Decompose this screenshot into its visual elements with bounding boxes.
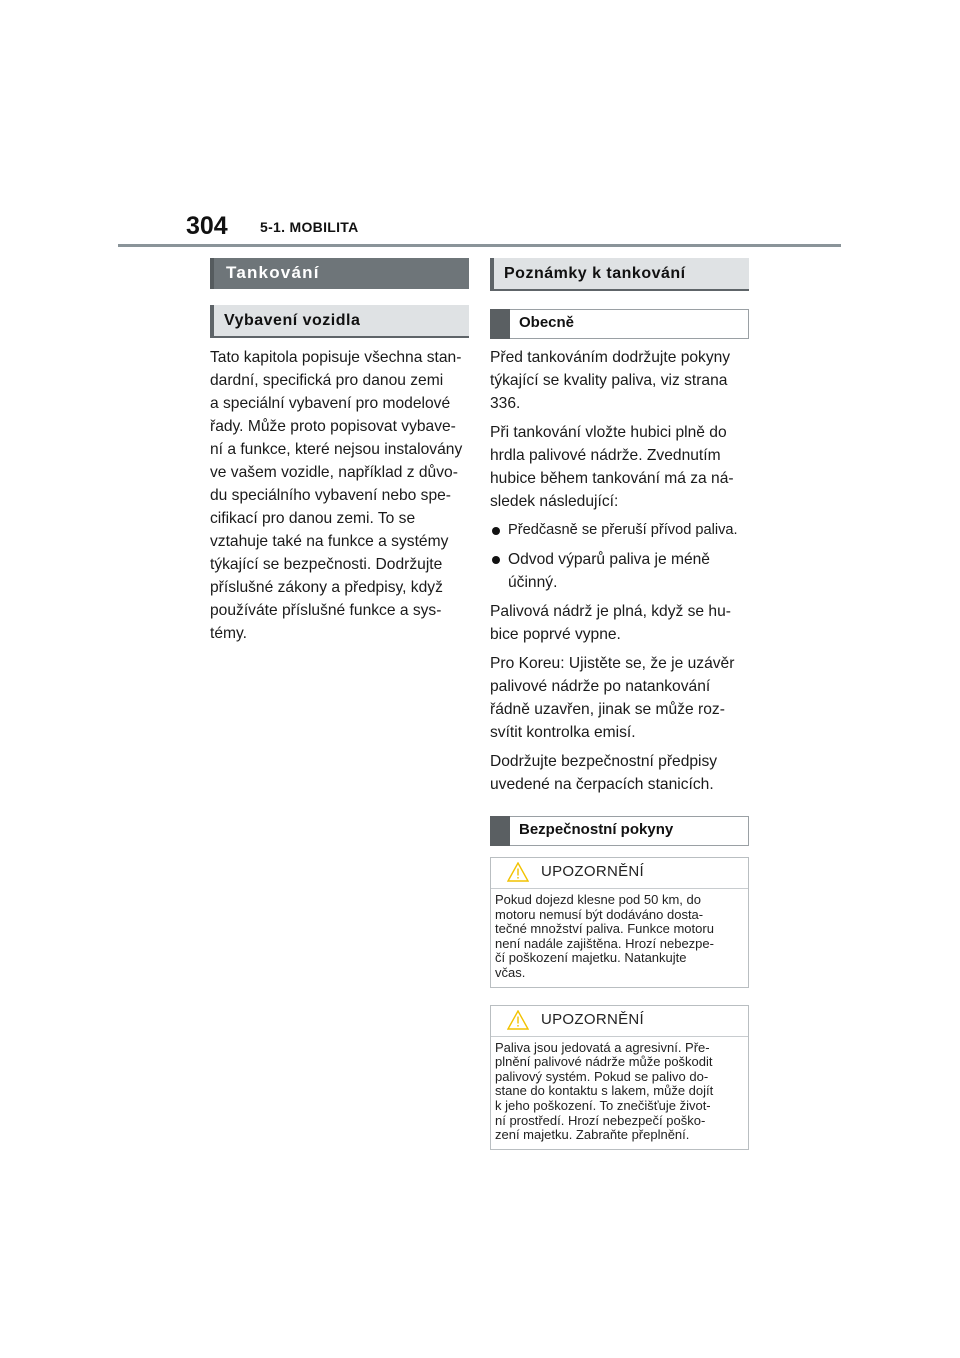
text-line: uvedené na čerpacích stanicích. <box>490 776 714 793</box>
text-line: Pokud dojezd klesne pod 50 km, do <box>495 892 701 907</box>
warning-header <box>491 858 748 889</box>
paragraph-tank-full <box>490 600 749 646</box>
bullet-dot-icon <box>492 556 500 564</box>
text-line: účinný. <box>508 574 558 591</box>
paragraph-fuel-quality <box>490 346 749 415</box>
text-line: motoru nemusí být dodáváno dosta- <box>495 906 704 922</box>
text-line: k jeho poškození. To znečišťuje život- <box>495 1097 711 1113</box>
text-line: čí poškození majetku. Natankujte <box>495 950 687 966</box>
text-line: ní prostředí. Hrozí nebezpečí poško- <box>495 1112 706 1128</box>
paragraph-nozzle <box>490 421 749 513</box>
warning-text <box>491 1037 748 1149</box>
text-line: hrdla palivové nádrže. Zvednutím <box>490 447 721 464</box>
text-line: plnění palivové nádrže může poškodit <box>495 1054 713 1070</box>
text-line: Před tankováním dodržujte pokyny <box>490 349 731 366</box>
intro-line: dardní, specifická pro danou zemi <box>210 372 444 389</box>
header-rule <box>118 244 841 247</box>
text-line: palivové nádrže po natankování <box>490 678 711 695</box>
text-line: zení majetku. Zabraňte přeplnění. <box>495 1127 690 1143</box>
text-line: Při tankování vložte hubici plně do <box>490 424 727 441</box>
text-line: řádně uzavřen, jinak se může roz- <box>490 701 725 718</box>
right-column <box>490 258 749 1150</box>
general-section <box>490 346 749 796</box>
bullet-item <box>490 548 749 594</box>
intro-line: ní a funkce, které nejsou instalovány <box>210 441 463 458</box>
intro-line: příslušné zákony a předpisy, když <box>210 579 443 596</box>
text-line: 336. <box>490 395 521 412</box>
heading-tab <box>490 309 510 339</box>
text-line: palivový systém. Pokud se palivo do- <box>495 1068 709 1084</box>
intro-paragraph <box>210 346 469 645</box>
text-line: hubice během tankování má za ná- <box>490 470 734 487</box>
text-line: svítit kontrolka emisí. <box>490 724 636 741</box>
text-line: Paliva jsou jedovatá a agresivní. Pře- <box>495 1039 710 1055</box>
warning-header <box>491 1006 748 1037</box>
text-line: Pro Koreu: Ujistěte se, že je uzávěr <box>490 655 735 672</box>
heading-obecne <box>490 309 749 339</box>
intro-line: témy. <box>210 625 247 642</box>
intro-line: vztahuje také na funkce a systémy <box>210 533 449 550</box>
warning-box <box>490 857 749 988</box>
paragraph-safety-rules <box>490 750 749 796</box>
bullet-dot-icon <box>492 527 500 535</box>
intro-line: používáte příslušné funkce a sys- <box>210 602 442 619</box>
heading-obecne-label: Obecně <box>519 314 575 331</box>
intro-line: Tato kapitola popisuje všechna stan- <box>210 349 462 366</box>
heading-vybaveni-vozidla: Vybavení vozidla <box>210 305 469 338</box>
intro-line: du speciálního vybavení nebo spe- <box>210 487 452 504</box>
section-label: 5-1. MOBILITA <box>260 219 359 235</box>
text-line: není nadále zajištěna. Hrozí nebezpe- <box>495 935 714 951</box>
warning-box <box>490 1005 749 1150</box>
warning-triangle-icon <box>507 1010 529 1030</box>
heading-bezpecnostni-pokyny <box>490 816 749 846</box>
heading-poznamky-k-tankovani: Poznámky k tankování <box>490 258 749 291</box>
intro-line: řady. Může proto popisovat vybave- <box>210 418 456 435</box>
intro-line: týkající se bezpečnosti. Dodržujte <box>210 556 443 573</box>
warning-title: UPOZORNĚNÍ <box>541 863 645 880</box>
heading-tab <box>490 816 510 846</box>
page-number: 304 <box>186 212 228 240</box>
paragraph-korea <box>490 652 749 744</box>
intro-line: cifikací pro danou zemi. To se <box>210 510 416 527</box>
text-line: včas. <box>495 964 526 980</box>
intro-line: a speciální vybavení pro modelové <box>210 395 451 412</box>
text-line: stane do kontaktu s lakem, může dojít <box>495 1083 714 1099</box>
heading-tankovani: Tankování <box>210 258 469 289</box>
text-line: Palivová nádrž je plná, když se hu- <box>490 603 731 620</box>
heading-bezpecnostni-pokyny-label: Bezpečnostní pokyny <box>519 821 674 838</box>
warning-triangle-icon <box>507 862 529 882</box>
text-line: bice poprvé vypne. <box>490 626 621 643</box>
text-line: Odvod výparů paliva je méně <box>508 551 710 568</box>
text-line: Předčasně se přeruší přívod paliva. <box>508 522 738 538</box>
warning-text <box>491 889 748 987</box>
warning-title: UPOZORNĚNÍ <box>541 1010 645 1028</box>
intro-line: ve vašem vozidle, například z důvo- <box>210 464 458 481</box>
text-line: tečné množství paliva. Funkce motoru <box>495 921 714 937</box>
bullet-item <box>490 519 749 542</box>
left-column <box>210 258 469 645</box>
text-line: Dodržujte bezpečnostní předpisy <box>490 753 718 770</box>
text-line: sledek následující: <box>490 493 619 510</box>
text-line: týkající se kvality paliva, viz strana <box>490 372 728 389</box>
